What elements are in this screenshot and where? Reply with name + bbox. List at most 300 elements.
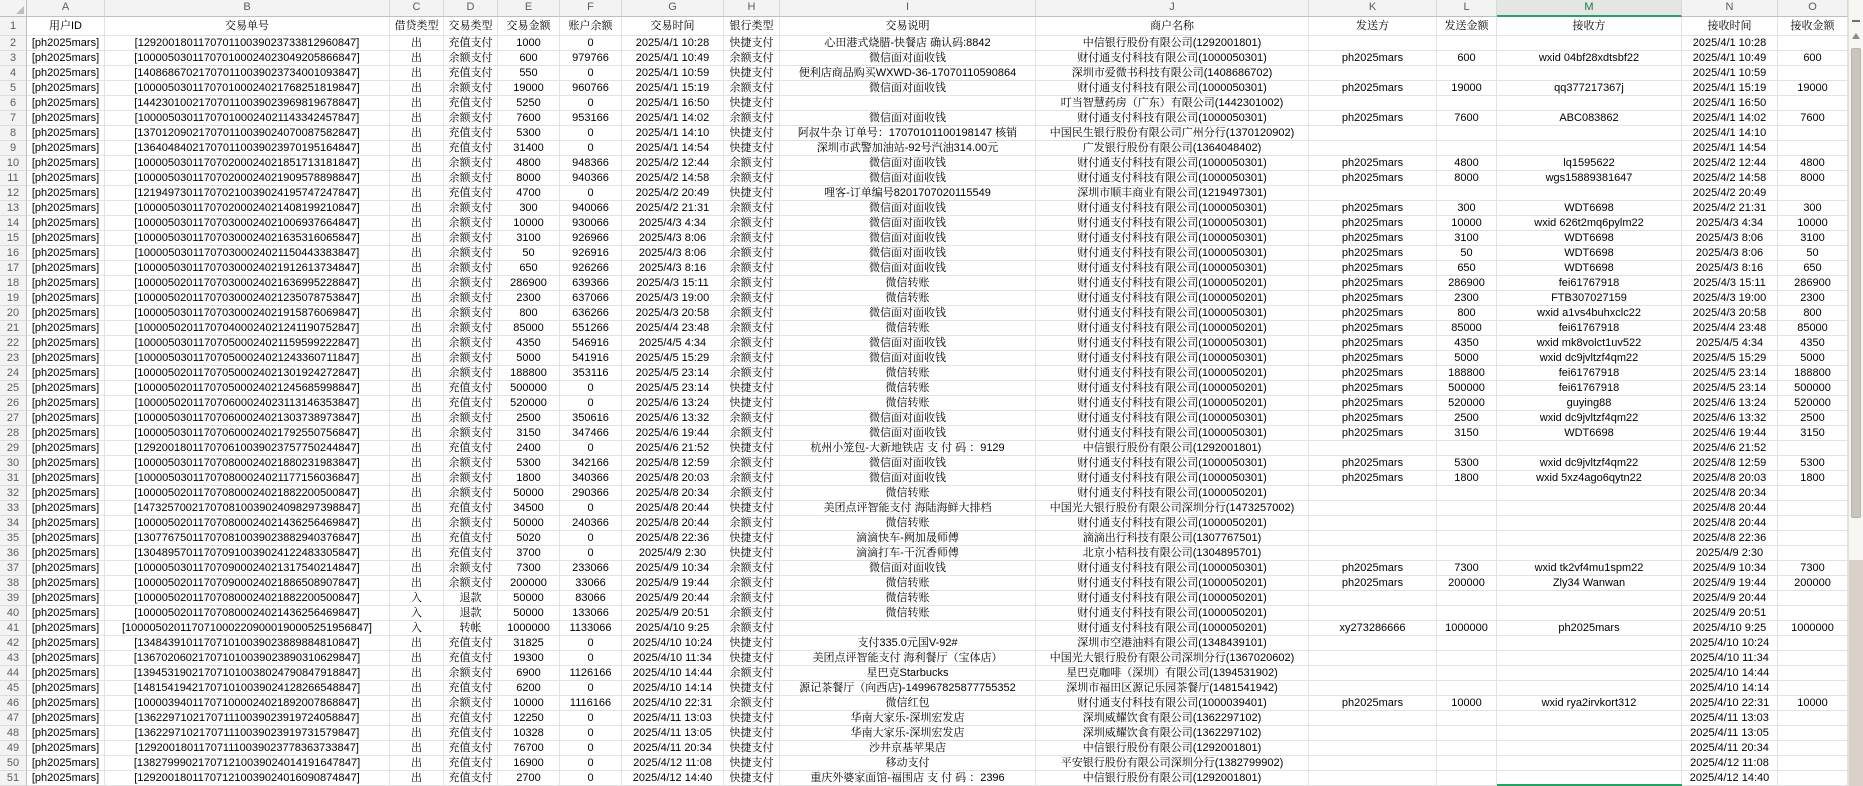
cell-B29[interactable]: [129200180117070610039023757750244847]	[105, 441, 390, 456]
cell-H19[interactable]: 余额支付	[724, 291, 780, 306]
cell-B40[interactable]: [100005020117070800024021436256469847]	[105, 606, 390, 621]
cell-E6[interactable]: 5250	[498, 96, 560, 111]
cell-D25[interactable]: 充值支付	[444, 381, 498, 396]
cell-E46[interactable]: 10000	[498, 696, 560, 711]
cell-C42[interactable]: 出	[390, 636, 444, 651]
cell-D48[interactable]: 充值支付	[444, 726, 498, 741]
cell-F17[interactable]: 926266	[560, 261, 622, 276]
cell-F20[interactable]: 636266	[560, 306, 622, 321]
cell-B11[interactable]: [100005030117070200024021909578898847]	[105, 171, 390, 186]
cell-A4[interactable]: [ph2025mars]	[27, 66, 105, 81]
cell-A40[interactable]: [ph2025mars]	[27, 606, 105, 621]
row-header-10[interactable]: 10	[0, 156, 27, 171]
cell-C24[interactable]: 出	[390, 366, 444, 381]
cell-M4[interactable]	[1497, 66, 1682, 81]
cell-D51[interactable]: 充值支付	[444, 771, 498, 786]
cell-D6[interactable]: 充值支付	[444, 96, 498, 111]
cell-D2[interactable]: 充值支付	[444, 36, 498, 51]
cell-D19[interactable]: 余额支付	[444, 291, 498, 306]
cell-N18[interactable]: 2025/4/3 15:11	[1682, 276, 1778, 291]
cell-M27[interactable]: wxid dc9jvltzf4qm22	[1497, 411, 1682, 426]
cell-I38[interactable]: 微信转账	[780, 576, 1036, 591]
cell-F42[interactable]: 0	[560, 636, 622, 651]
cell-M31[interactable]: wxid 5xz4ago6qytn22	[1497, 471, 1682, 486]
cell-E19[interactable]: 2300	[498, 291, 560, 306]
cell-N30[interactable]: 2025/4/8 12:59	[1682, 456, 1778, 471]
cell-B28[interactable]: [100005030117070600024021792550756847]	[105, 426, 390, 441]
cell-O20[interactable]: 800	[1778, 306, 1848, 321]
cell-K4[interactable]	[1309, 66, 1437, 81]
cell-O49[interactable]	[1778, 741, 1848, 756]
cell-D34[interactable]: 余额支付	[444, 516, 498, 531]
cell-H49[interactable]: 快捷支付	[724, 741, 780, 756]
cell-E9[interactable]: 31400	[498, 141, 560, 156]
cell-K25[interactable]: ph2025mars	[1309, 381, 1437, 396]
cell-I10[interactable]: 微信面对面收钱	[780, 156, 1036, 171]
cell-M26[interactable]: guying88	[1497, 396, 1682, 411]
cell-N19[interactable]: 2025/4/3 19:00	[1682, 291, 1778, 306]
scroll-up-icon[interactable]	[1852, 33, 1860, 39]
cell-C11[interactable]: 出	[390, 171, 444, 186]
cell-N27[interactable]: 2025/4/6 13:32	[1682, 411, 1778, 426]
cell-J3[interactable]: 财付通支付科技有限公司(1000050301)	[1036, 51, 1309, 66]
cell-A31[interactable]: [ph2025mars]	[27, 471, 105, 486]
cell-I9[interactable]: 深圳市武警加油站-92号汽油314.00元	[780, 141, 1036, 156]
cell-L11[interactable]: 8000	[1437, 171, 1497, 186]
cell-N48[interactable]: 2025/4/11 13:05	[1682, 726, 1778, 741]
cell-A23[interactable]: [ph2025mars]	[27, 351, 105, 366]
cell-D14[interactable]: 余额支付	[444, 216, 498, 231]
cell-C45[interactable]: 出	[390, 681, 444, 696]
cell-M28[interactable]: WDT6698	[1497, 426, 1682, 441]
cell-O38[interactable]: 200000	[1778, 576, 1848, 591]
cell-O18[interactable]: 286900	[1778, 276, 1848, 291]
cell-M5[interactable]: qq377217367j	[1497, 81, 1682, 96]
cell-L17[interactable]: 650	[1437, 261, 1497, 276]
cell-J15[interactable]: 财付通支付科技有限公司(1000050301)	[1036, 231, 1309, 246]
cell-M41[interactable]: ph2025mars	[1497, 621, 1682, 636]
cell-G14[interactable]: 2025/4/3 4:34	[622, 216, 724, 231]
cell-J13[interactable]: 财付通支付科技有限公司(1000050301)	[1036, 201, 1309, 216]
cell-K50[interactable]	[1309, 756, 1437, 771]
cell-I33[interactable]: 美团点评智能支付 海陆海鲜大排档	[780, 501, 1036, 516]
cell-M20[interactable]: wxid a1vs4buhxclc22	[1497, 306, 1682, 321]
cell-N39[interactable]: 2025/4/9 20:44	[1682, 591, 1778, 606]
cell-M42[interactable]	[1497, 636, 1682, 651]
cell-O48[interactable]	[1778, 726, 1848, 741]
cell-H15[interactable]: 余额支付	[724, 231, 780, 246]
cell-K37[interactable]: ph2025mars	[1309, 561, 1437, 576]
cell-K18[interactable]: ph2025mars	[1309, 276, 1437, 291]
cell-M33[interactable]	[1497, 501, 1682, 516]
cell-N2[interactable]: 2025/4/1 10:28	[1682, 36, 1778, 51]
cell-J31[interactable]: 财付通支付科技有限公司(1000050301)	[1036, 471, 1309, 486]
cell-B48[interactable]: [136229710217071110039023919731579847]	[105, 726, 390, 741]
cell-F14[interactable]: 930066	[560, 216, 622, 231]
cell-G5[interactable]: 2025/4/1 15:19	[622, 81, 724, 96]
row-header-47[interactable]: 47	[0, 711, 27, 726]
cell-L30[interactable]: 5300	[1437, 456, 1497, 471]
cell-D21[interactable]: 余额支付	[444, 321, 498, 336]
cell-M15[interactable]: WDT6698	[1497, 231, 1682, 246]
cell-H38[interactable]: 余额支付	[724, 576, 780, 591]
column-header-C[interactable]: C	[390, 0, 444, 17]
cell-M36[interactable]	[1497, 546, 1682, 561]
cell-N36[interactable]: 2025/4/9 2:30	[1682, 546, 1778, 561]
cell-M34[interactable]	[1497, 516, 1682, 531]
cell-F34[interactable]: 240366	[560, 516, 622, 531]
cell-E4[interactable]: 550	[498, 66, 560, 81]
cell-L33[interactable]	[1437, 501, 1497, 516]
cell-E27[interactable]: 2500	[498, 411, 560, 426]
cell-A30[interactable]: [ph2025mars]	[27, 456, 105, 471]
column-header-D[interactable]: D	[444, 0, 498, 17]
cell-H41[interactable]: 余额支付	[724, 621, 780, 636]
cell-C48[interactable]: 出	[390, 726, 444, 741]
cell-K19[interactable]: ph2025mars	[1309, 291, 1437, 306]
cell-G17[interactable]: 2025/4/3 8:16	[622, 261, 724, 276]
cell-E47[interactable]: 12250	[498, 711, 560, 726]
cell-N51[interactable]: 2025/4/12 14:40	[1682, 771, 1778, 786]
cell-I45[interactable]: 源记茶餐厅（向西店)-149967825877755352	[780, 681, 1036, 696]
cell-H27[interactable]: 余额支付	[724, 411, 780, 426]
cell-H10[interactable]: 余额支付	[724, 156, 780, 171]
cell-J20[interactable]: 财付通支付科技有限公司(1000050301)	[1036, 306, 1309, 321]
cell-O10[interactable]: 4800	[1778, 156, 1848, 171]
cell-J32[interactable]: 财付通支付科技有限公司(1000050201)	[1036, 486, 1309, 501]
cell-O14[interactable]: 10000	[1778, 216, 1848, 231]
cell-I49[interactable]: 沙井京基苹果店	[780, 741, 1036, 756]
cell-M48[interactable]	[1497, 726, 1682, 741]
cell-C14[interactable]: 出	[390, 216, 444, 231]
cell-B7[interactable]: [100005030117070100024021143342457847]	[105, 111, 390, 126]
cell-D33[interactable]: 充值支付	[444, 501, 498, 516]
cell-J46[interactable]: 财付通支付科技有限公司(1000039401)	[1036, 696, 1309, 711]
cell-E5[interactable]: 19000	[498, 81, 560, 96]
cell-A8[interactable]: [ph2025mars]	[27, 126, 105, 141]
cell-N7[interactable]: 2025/4/1 14:02	[1682, 111, 1778, 126]
cell-J19[interactable]: 财付通支付科技有限公司(1000050201)	[1036, 291, 1309, 306]
cell-G10[interactable]: 2025/4/2 12:44	[622, 156, 724, 171]
cell-K30[interactable]: ph2025mars	[1309, 456, 1437, 471]
cell-B22[interactable]: [100005030117070500024021159599222847]	[105, 336, 390, 351]
cell-F19[interactable]: 637066	[560, 291, 622, 306]
cell-J27[interactable]: 财付通支付科技有限公司(1000050301)	[1036, 411, 1309, 426]
cell-E51[interactable]: 2700	[498, 771, 560, 786]
cell-C19[interactable]: 出	[390, 291, 444, 306]
cell-H33[interactable]: 快捷支付	[724, 501, 780, 516]
cell-L41[interactable]: 1000000	[1437, 621, 1497, 636]
cell-L4[interactable]	[1437, 66, 1497, 81]
cell-K3[interactable]: ph2025mars	[1309, 51, 1437, 66]
cell-O30[interactable]: 5300	[1778, 456, 1848, 471]
cell-G27[interactable]: 2025/4/6 13:32	[622, 411, 724, 426]
cell-K29[interactable]	[1309, 441, 1437, 456]
cell-G23[interactable]: 2025/4/5 15:29	[622, 351, 724, 366]
row-header-35[interactable]: 35	[0, 531, 27, 546]
cell-N22[interactable]: 2025/4/5 4:34	[1682, 336, 1778, 351]
cell-M17[interactable]: WDT6698	[1497, 261, 1682, 276]
cell-L22[interactable]: 4350	[1437, 336, 1497, 351]
column-header-N[interactable]: N	[1682, 0, 1778, 17]
cell-I26[interactable]: 微信转账	[780, 396, 1036, 411]
cell-J2[interactable]: 中信银行股份有限公司(1292001801)	[1036, 36, 1309, 51]
cell-L5[interactable]: 19000	[1437, 81, 1497, 96]
cell-A2[interactable]: [ph2025mars]	[27, 36, 105, 51]
cell-B50[interactable]: [138279990217071210039024014191647847]	[105, 756, 390, 771]
cell-K9[interactable]	[1309, 141, 1437, 156]
cell-H12[interactable]: 快捷支付	[724, 186, 780, 201]
cell-L21[interactable]: 85000	[1437, 321, 1497, 336]
cell-F36[interactable]: 0	[560, 546, 622, 561]
cell-C37[interactable]: 出	[390, 561, 444, 576]
cell-H18[interactable]: 余额支付	[724, 276, 780, 291]
cell-D13[interactable]: 余额支付	[444, 201, 498, 216]
cell-A46[interactable]: [ph2025mars]	[27, 696, 105, 711]
cell-I21[interactable]: 微信转账	[780, 321, 1036, 336]
column-header-F[interactable]: F	[560, 0, 622, 17]
cell-N35[interactable]: 2025/4/8 22:36	[1682, 531, 1778, 546]
cell-N16[interactable]: 2025/4/3 8:06	[1682, 246, 1778, 261]
column-header-L[interactable]: L	[1437, 0, 1497, 17]
cell-I32[interactable]: 微信转账	[780, 486, 1036, 501]
cell-D35[interactable]: 充值支付	[444, 531, 498, 546]
row-header-28[interactable]: 28	[0, 426, 27, 441]
cell-G45[interactable]: 2025/4/10 14:14	[622, 681, 724, 696]
cell-I18[interactable]: 微信转账	[780, 276, 1036, 291]
vertical-scrollbar[interactable]	[1848, 0, 1863, 786]
cell-I13[interactable]: 微信面对面收钱	[780, 201, 1036, 216]
cell-L13[interactable]: 300	[1437, 201, 1497, 216]
cell-B6[interactable]: [144230100217070110039023969819678847]	[105, 96, 390, 111]
cell-J41[interactable]: 财付通支付科技有限公司(1000050201)	[1036, 621, 1309, 636]
cell-G37[interactable]: 2025/4/9 10:34	[622, 561, 724, 576]
cell-F47[interactable]: 0	[560, 711, 622, 726]
cell-A27[interactable]: [ph2025mars]	[27, 411, 105, 426]
cell-F44[interactable]: 1126166	[560, 666, 622, 681]
cell-M37[interactable]: wxid tk2vf4mu1spm22	[1497, 561, 1682, 576]
cell-L8[interactable]	[1437, 126, 1497, 141]
cell-A43[interactable]: [ph2025mars]	[27, 651, 105, 666]
cell-H40[interactable]: 余额支付	[724, 606, 780, 621]
cell-J30[interactable]: 财付通支付科技有限公司(1000050301)	[1036, 456, 1309, 471]
row-header-34[interactable]: 34	[0, 516, 27, 531]
cell-B4[interactable]: [140868670217070110039023734001093847]	[105, 66, 390, 81]
cell-F27[interactable]: 350616	[560, 411, 622, 426]
cell-B12[interactable]: [121949730117070210039024195747247847]	[105, 186, 390, 201]
cell-L43[interactable]	[1437, 651, 1497, 666]
cell-E13[interactable]: 300	[498, 201, 560, 216]
cell-D12[interactable]: 充值支付	[444, 186, 498, 201]
cell-J17[interactable]: 财付通支付科技有限公司(1000050301)	[1036, 261, 1309, 276]
cell-I4[interactable]: 便利店商品购买WXWD-36-17070110590864	[780, 66, 1036, 81]
cell-H9[interactable]: 快捷支付	[724, 141, 780, 156]
cell-N41[interactable]: 2025/4/10 9:25	[1682, 621, 1778, 636]
cell-A5[interactable]: [ph2025mars]	[27, 81, 105, 96]
cell-A35[interactable]: [ph2025mars]	[27, 531, 105, 546]
row-header-8[interactable]: 8	[0, 126, 27, 141]
cell-L37[interactable]: 7300	[1437, 561, 1497, 576]
cell-D38[interactable]: 余额支付	[444, 576, 498, 591]
cell-E48[interactable]: 10328	[498, 726, 560, 741]
row-header-7[interactable]: 7	[0, 111, 27, 126]
cell-N38[interactable]: 2025/4/9 19:44	[1682, 576, 1778, 591]
cell-G11[interactable]: 2025/4/2 14:58	[622, 171, 724, 186]
cell-E24[interactable]: 188800	[498, 366, 560, 381]
cell-M16[interactable]: WDT6698	[1497, 246, 1682, 261]
cell-C23[interactable]: 出	[390, 351, 444, 366]
cell-O28[interactable]: 3150	[1778, 426, 1848, 441]
cell-J5[interactable]: 财付通支付科技有限公司(1000050301)	[1036, 81, 1309, 96]
column-header-G[interactable]: G	[622, 0, 724, 17]
cell-N14[interactable]: 2025/4/3 4:34	[1682, 216, 1778, 231]
cell-C8[interactable]: 出	[390, 126, 444, 141]
cell-F9[interactable]: 0	[560, 141, 622, 156]
cell-C41[interactable]: 入	[390, 621, 444, 636]
cell-M21[interactable]: fei61767918	[1497, 321, 1682, 336]
cell-O22[interactable]: 4350	[1778, 336, 1848, 351]
cell-L51[interactable]	[1437, 771, 1497, 786]
cell-E43[interactable]: 19300	[498, 651, 560, 666]
row-header-25[interactable]: 25	[0, 381, 27, 396]
cell-H47[interactable]: 快捷支付	[724, 711, 780, 726]
cell-N45[interactable]: 2025/4/10 14:14	[1682, 681, 1778, 696]
cell-F16[interactable]: 926916	[560, 246, 622, 261]
cell-H50[interactable]: 快捷支付	[724, 756, 780, 771]
cell-F35[interactable]: 0	[560, 531, 622, 546]
cell-B10[interactable]: [100005030117070200024021851713181847]	[105, 156, 390, 171]
header-cell-D[interactable]: 交易类型	[444, 17, 498, 36]
row-header-20[interactable]: 20	[0, 306, 27, 321]
cell-G36[interactable]: 2025/4/9 2:30	[622, 546, 724, 561]
cell-F13[interactable]: 940066	[560, 201, 622, 216]
cell-C39[interactable]: 入	[390, 591, 444, 606]
cell-N31[interactable]: 2025/4/8 20:03	[1682, 471, 1778, 486]
cell-H25[interactable]: 快捷支付	[724, 381, 780, 396]
cell-O9[interactable]	[1778, 141, 1848, 156]
cell-B38[interactable]: [100005020117070900024021886508907847]	[105, 576, 390, 591]
column-header-B[interactable]: B	[105, 0, 390, 17]
column-header-M[interactable]: M	[1497, 0, 1682, 17]
cell-C16[interactable]: 出	[390, 246, 444, 261]
row-header-3[interactable]: 3	[0, 51, 27, 66]
row-header-37[interactable]: 37	[0, 561, 27, 576]
cell-O44[interactable]	[1778, 666, 1848, 681]
cell-E44[interactable]: 6900	[498, 666, 560, 681]
cell-I41[interactable]	[780, 621, 1036, 636]
cell-E3[interactable]: 600	[498, 51, 560, 66]
cell-I36[interactable]: 滴滴打车-干沉香师傅	[780, 546, 1036, 561]
cell-J35[interactable]: 滴滴出行科技有限公司(1307767501)	[1036, 531, 1309, 546]
cell-B2[interactable]: [129200180117070110039023733812960847]	[105, 36, 390, 51]
cell-O40[interactable]	[1778, 606, 1848, 621]
cell-A36[interactable]: [ph2025mars]	[27, 546, 105, 561]
cell-N10[interactable]: 2025/4/2 12:44	[1682, 156, 1778, 171]
cell-F38[interactable]: 33066	[560, 576, 622, 591]
cell-C34[interactable]: 出	[390, 516, 444, 531]
cell-A50[interactable]: [ph2025mars]	[27, 756, 105, 771]
cell-G15[interactable]: 2025/4/3 8:06	[622, 231, 724, 246]
cell-L2[interactable]	[1437, 36, 1497, 51]
cell-C46[interactable]: 出	[390, 696, 444, 711]
cell-O25[interactable]: 500000	[1778, 381, 1848, 396]
cell-L25[interactable]: 500000	[1437, 381, 1497, 396]
cell-K7[interactable]: ph2025mars	[1309, 111, 1437, 126]
cell-I50[interactable]: 移动支付	[780, 756, 1036, 771]
cell-D40[interactable]: 退款	[444, 606, 498, 621]
cell-F46[interactable]: 1116166	[560, 696, 622, 711]
cell-B49[interactable]: [129200180117071110039023778363733847]	[105, 741, 390, 756]
cell-H17[interactable]: 余额支付	[724, 261, 780, 276]
cell-F28[interactable]: 347466	[560, 426, 622, 441]
cell-A26[interactable]: [ph2025mars]	[27, 396, 105, 411]
cell-O41[interactable]: 1000000	[1778, 621, 1848, 636]
cell-K42[interactable]	[1309, 636, 1437, 651]
cell-D24[interactable]: 余额支付	[444, 366, 498, 381]
cell-I3[interactable]: 微信面对面收钱	[780, 51, 1036, 66]
cell-F21[interactable]: 551266	[560, 321, 622, 336]
cell-M2[interactable]	[1497, 36, 1682, 51]
cell-N3[interactable]: 2025/4/1 10:49	[1682, 51, 1778, 66]
row-header-19[interactable]: 19	[0, 291, 27, 306]
cell-F7[interactable]: 953166	[560, 111, 622, 126]
cell-L6[interactable]	[1437, 96, 1497, 111]
column-header-H[interactable]: H	[724, 0, 780, 17]
cell-K44[interactable]	[1309, 666, 1437, 681]
cell-K23[interactable]: ph2025mars	[1309, 351, 1437, 366]
cell-F26[interactable]: 0	[560, 396, 622, 411]
cell-F11[interactable]: 940366	[560, 171, 622, 186]
scrollbar-thumb[interactable]	[1851, 48, 1861, 518]
cell-M11[interactable]: wgs15889381647	[1497, 171, 1682, 186]
cell-B13[interactable]: [100005030117070200024021408199210847]	[105, 201, 390, 216]
cell-N25[interactable]: 2025/4/5 23:14	[1682, 381, 1778, 396]
cell-L29[interactable]	[1437, 441, 1497, 456]
cell-F8[interactable]: 0	[560, 126, 622, 141]
cell-E31[interactable]: 1800	[498, 471, 560, 486]
cell-F41[interactable]: 1133066	[560, 621, 622, 636]
row-header-48[interactable]: 48	[0, 726, 27, 741]
cell-L49[interactable]	[1437, 741, 1497, 756]
cell-F23[interactable]: 541916	[560, 351, 622, 366]
cell-N44[interactable]: 2025/4/10 14:44	[1682, 666, 1778, 681]
cell-E34[interactable]: 50000	[498, 516, 560, 531]
cell-N24[interactable]: 2025/4/5 23:14	[1682, 366, 1778, 381]
cell-O31[interactable]: 1800	[1778, 471, 1848, 486]
row-header-45[interactable]: 45	[0, 681, 27, 696]
cell-M49[interactable]	[1497, 741, 1682, 756]
cell-M19[interactable]: FTB307027159	[1497, 291, 1682, 306]
cell-O47[interactable]	[1778, 711, 1848, 726]
cell-C36[interactable]: 出	[390, 546, 444, 561]
cell-D16[interactable]: 余额支付	[444, 246, 498, 261]
cell-H13[interactable]: 余额支付	[724, 201, 780, 216]
row-header-5[interactable]: 5	[0, 81, 27, 96]
cell-G30[interactable]: 2025/4/8 12:59	[622, 456, 724, 471]
cell-K2[interactable]	[1309, 36, 1437, 51]
cell-K46[interactable]: ph2025mars	[1309, 696, 1437, 711]
cell-F40[interactable]: 133066	[560, 606, 622, 621]
cell-O23[interactable]: 5000	[1778, 351, 1848, 366]
cell-L24[interactable]: 188800	[1437, 366, 1497, 381]
cell-G35[interactable]: 2025/4/8 22:36	[622, 531, 724, 546]
cell-F22[interactable]: 546916	[560, 336, 622, 351]
cell-O6[interactable]	[1778, 96, 1848, 111]
cell-A37[interactable]: [ph2025mars]	[27, 561, 105, 576]
cell-O37[interactable]: 7300	[1778, 561, 1848, 576]
cell-D29[interactable]: 充值支付	[444, 441, 498, 456]
cell-F3[interactable]: 979766	[560, 51, 622, 66]
